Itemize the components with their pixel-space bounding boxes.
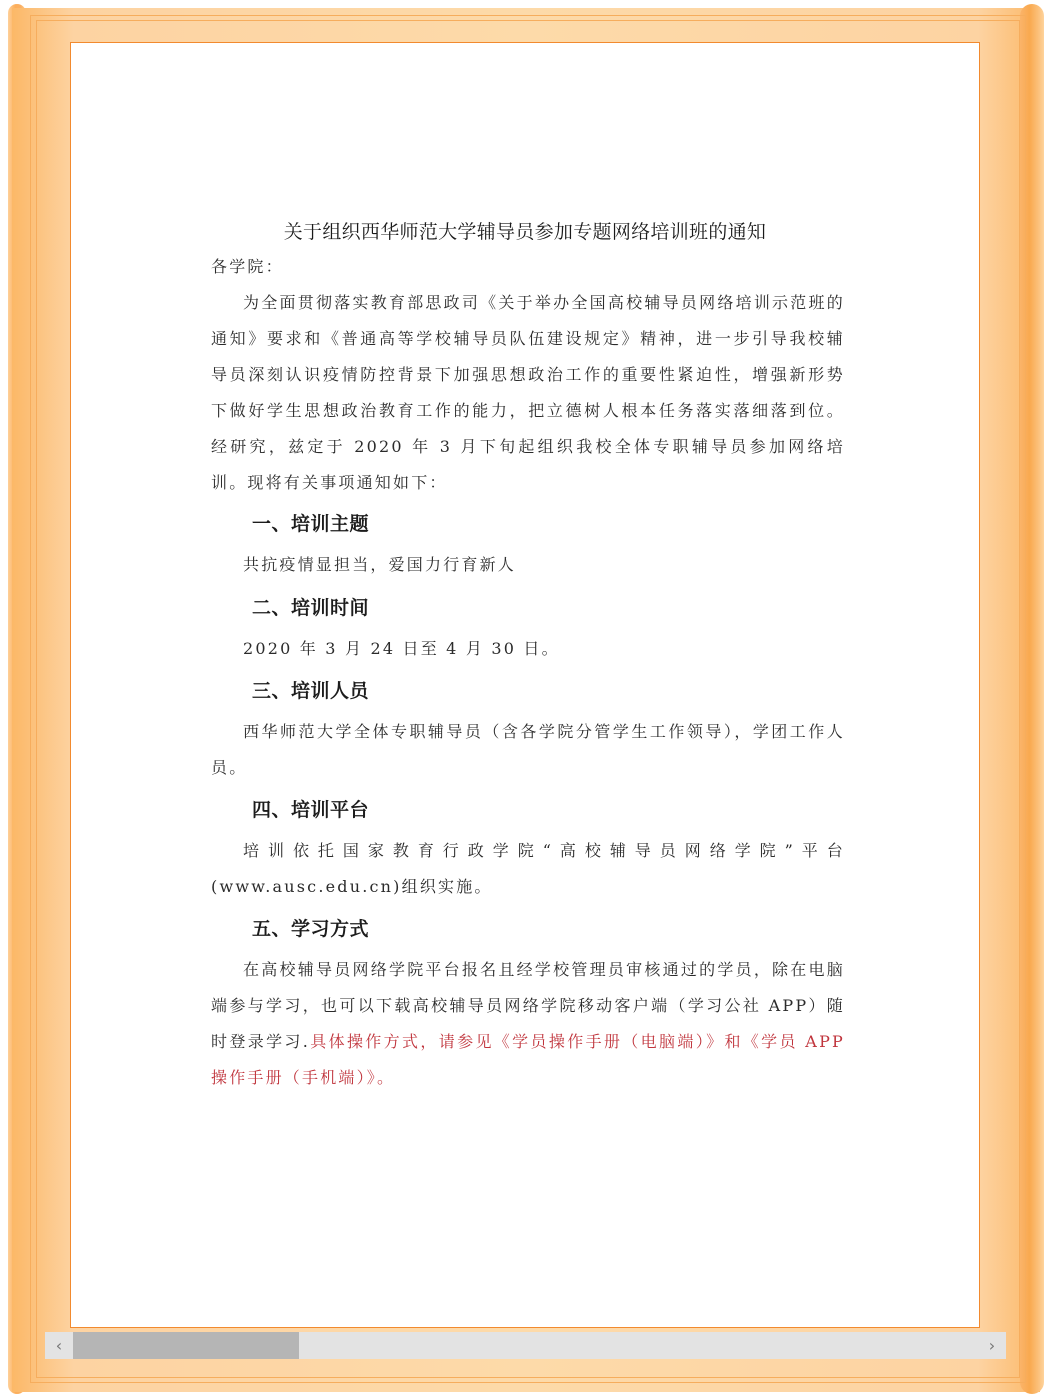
salutation: 各学院： — [211, 257, 284, 276]
section-body-5-text: 在高校辅导员网络学院平台报名且经学校管理员审核通过的学员，除在电脑端参与学习，也可以下载高校辅导员网络学院移动客户端（学习公社 APP）随时登录学习. — [211, 960, 845, 1051]
section-body-3: 西华师范大学全体专职辅导员（含各学院分管学生工作领导），学团工作人员。 — [211, 722, 845, 777]
section-body-5 — [211, 952, 845, 1096]
section-body-4: 培训依托国家教育行政学院“高校辅导员网络学院”平台(www.ausc.edu.cn)组织实施。 — [211, 841, 845, 896]
section-heading-3: 三、培训人员 — [252, 680, 370, 702]
chevron-left-icon[interactable]: ‹ — [55, 1336, 63, 1355]
intro-paragraph: 为全面贯彻落实教育部思政司《关于举办全国高校辅导员网络培训示范班的通知》要求和《普通高等学校辅导员队伍建设规定》精神，进一步引导我校辅导员深刻认识疫情防控背景下加强思想政治工作的重要性紧迫性，增强新形势下做好学生思想政治教育工作的能力，把立德树人根本任务落实落细落到位。经研究，兹定于 2020 年 3 月下旬起组织我校全体专职辅导员参加网络培训。现将有关事项通知如下： — [211, 293, 845, 492]
horizontal-scrollbar[interactable] — [45, 1332, 1006, 1359]
section-heading-2: 二、培训时间 — [252, 597, 370, 619]
page-title: 关于组织西华师范大学辅导员参加专题网络培训班的通知 — [283, 221, 767, 243]
scroll-roll-right — [1020, 4, 1044, 1394]
section-heading-5: 五、学习方式 — [252, 918, 370, 940]
scrollbar-thumb[interactable] — [73, 1332, 299, 1359]
document-page — [70, 42, 980, 1328]
section-body-1: 共抗疫情显担当，爱国力行育新人 — [243, 555, 517, 574]
section-body-2: 2020 年 3 月 24 日至 4 月 30 日。 — [243, 639, 560, 658]
section-heading-4: 四、培训平台 — [252, 799, 370, 821]
manual-reference-text: 具体操作方式，请参见《学员操作手册（电脑端）》和《学员 APP 操作手册（手机端）》。 — [211, 1032, 845, 1087]
section-heading-1: 一、培训主题 — [252, 513, 370, 535]
chevron-right-icon[interactable]: › — [988, 1336, 996, 1355]
